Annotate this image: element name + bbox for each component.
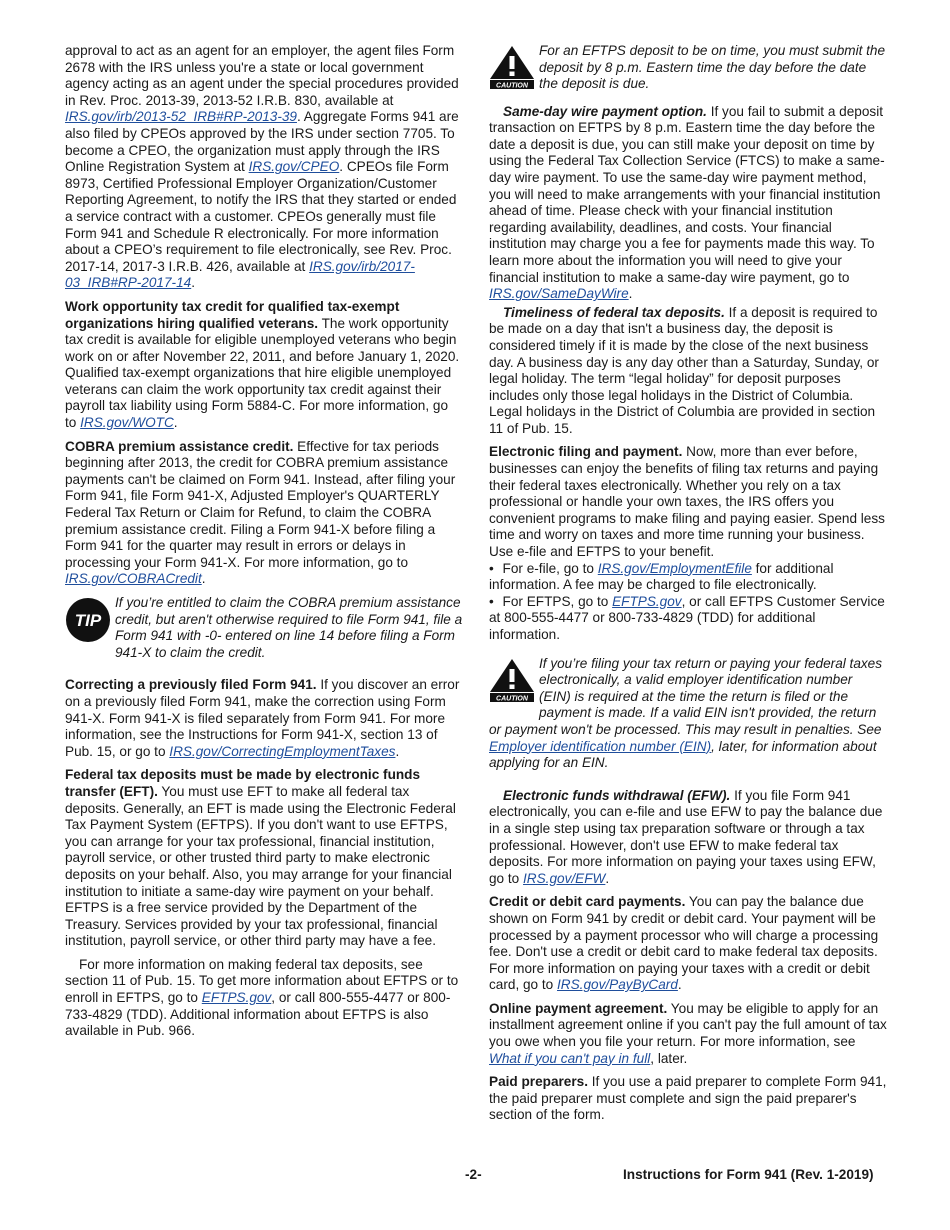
heading-wotc: Work opportunity tax credit for qualified tax-exempt organizations hiring qualified veterans. — [65, 298, 400, 331]
paragraph-cobra: COBRA premium assistance credit. Effective for tax periods beginning after 2013, the credit for COBRA premium assistance payments can't be claimed on Form 941. Instead, after filing your Form 941, file Form 941-X, Adjusted Employer's QUARTERLY Federal Tax Return or Claim for Refund, to claim the COBRA premium assistance credit. Filing a Form 941-X before filing a Form 941 for the quarter may result in errors or delays in processing your Form 941-X. For more information, go to IRS.gov/COBRACredit. — [65, 438, 456, 587]
link-ein[interactable]: Employer identification number (EIN) — [489, 738, 712, 754]
paragraph-agent-approval: approval to act as an agent for an employer, the agent files Form 2678 with the IRS unless you're a state or local government agency acting as an agent under the special procedures provided in Rev. Proc. 2013-39, 2013-52 I.R.B. 830, available at IRS.gov/irb/2013-52_IRB#RP-2013-39. Aggregate Forms 941 are also filed by CPEOs approved by the IRS under section 7705. To become a CPEO, the organization must apply through the IRS Online Registration System at IRS.gov/CPEO. CPEOs file Form 8973, Certified Professional Employer Organization/Customer Reporting Agreement, to notify the IRS that they started or ended a service contract with a customer. CPEOs generally must file Form 941 and Schedule R electronically. For more information about a CPEO’s requirement to file electronically, see Rev. Proc. 2017-14, 2017-3 I.R.B. 426, available at IRS.gov/irb/2017-03_IRB#RP-2017-14. — [65, 43, 459, 291]
link-irb-2013-52[interactable]: IRS.gov/irb/2013-52_IRB#RP-2013-39 — [65, 109, 297, 125]
link-irs-cpeo[interactable]: IRS.gov/CPEO — [248, 159, 340, 175]
right-column — [489, 43, 887, 1131]
heading-same-day-wire: Same-day wire payment option. — [503, 103, 707, 119]
bullet-eftps: • For EFTPS, go to EFTPS.gov, or call EFTPS Customer Service at 800-555-4477 or 800-733-4829 (TDD) for additional information. — [489, 594, 887, 644]
link-irb-2017-03[interactable]: IRS.gov/irb/2017-03_IRB#RP-2017-14 — [65, 258, 415, 291]
heading-paid-preparers: Paid preparers. — [489, 1074, 588, 1090]
link-eftps-gov[interactable]: EFTPS.gov — [612, 593, 682, 609]
svg-text:TIP: TIP — [74, 611, 102, 630]
left-column — [65, 43, 463, 1047]
paragraph-card-payments: Credit or debit card payments. You can pay the balance due shown on Form 941 by credit or debit card. Your payment will be processed by a payment processor who will charge a processing fee. Don't use a credit or debit card to make federal tax deposits. For more information on paying your taxes with a credit or debit card, go to IRS.gov/PayByCard. — [489, 894, 879, 993]
svg-text:CAUTION: CAUTION — [496, 82, 528, 89]
paragraph-efw: Electronic funds withdrawal (EFW). If you file Form 941 electronically, you can e-file and use EFW to pay the balance due in a single step using tax preparation software or through a tax professional. However, don't use EFW to make federal tax deposits. For more information on paying your taxes using EFW, go to IRS.gov/EFW. — [489, 787, 883, 886]
heading-online-payment: Online payment agreement. — [489, 1000, 668, 1016]
paragraph-timeliness: Timeliness of federal tax deposits. If a deposit is required to be made on a day that isn't a business day, the deposit is considered timely if it is made by the close of the next business day. A business day is any day other than a Saturday, Sunday, or legal holiday. The term “legal holiday” for deposit purposes includes only those legal holidays in the District of Columbia. Legal holidays in the District of Columbia are provided in section 11 of Pub. 15. — [489, 304, 879, 436]
heading-card-payments: Credit or debit card payments. — [489, 894, 686, 910]
tip-note: TIP If you’re entitled to claim the COBRA premium assistance credit, but aren't otherwise required to file Form 941, file a Form 941 with -0- entered on line 14 before filing a Form 941-X to claim the credit. — [65, 595, 463, 661]
footer-title: Instructions for Form 941 (Rev. 1-2019) — [623, 1167, 874, 1182]
link-eftps[interactable]: EFTPS.gov — [201, 990, 272, 1006]
caution-note-eftps-deadline: CAUTION For an EFTPS deposit to be on time, you must submit the deposit by 8 p.m. Eastern time the day before the date the deposit is due. — [489, 43, 887, 94]
bullet-efile: • For e-file, go to IRS.gov/EmploymentEfile for additional information. A fee may be charged to file electronically. — [489, 561, 887, 594]
heading-efw: Electronic funds withdrawal (EFW). — [503, 787, 731, 803]
paragraph-paid-preparers: Paid preparers. If you use a paid preparer to complete Form 941, the paid preparer must complete and sign the paid preparer's section of the form. — [489, 1074, 887, 1123]
heading-efile: Electronic filing and payment. — [489, 444, 683, 460]
link-irs-wotc[interactable]: IRS.gov/WOTC — [80, 415, 174, 431]
heading-eft: Federal tax deposits must be made by electronic funds transfer (EFT). — [65, 767, 421, 799]
link-irs-efw[interactable]: IRS.gov/EFW — [523, 870, 606, 886]
caution-icon — [489, 45, 535, 94]
link-cant-pay-in-full[interactable]: What if you can't pay in full — [489, 1050, 651, 1066]
svg-text:CAUTION: CAUTION — [496, 695, 528, 702]
heading-correcting: Correcting a previously filed Form 941. — [65, 677, 317, 693]
paragraph-eft: Federal tax deposits must be made by electronic funds transfer (EFT). You must use EFT to make all federal tax deposits. Generally, an EFT is made using the Electronic Federal Tax Payment System (EFTPS). If you don't want to use EFTPS, you can arrange for your tax professional, financial institution, payroll service, or other trusted third party to make electronic deposits on your behalf. Also, you may arrange for your financial institution to initiate a same-day wire payment on your behalf. EFTPS is a free service provided by the Department of the Treasury. Services provided by your tax professional, financial institution, payroll service, or other third party may have a fee. — [65, 767, 456, 949]
link-irs-same-day-wire[interactable]: IRS.gov/SameDayWire — [489, 286, 629, 302]
link-irs-correcting[interactable]: IRS.gov/CorrectingEmploymentTaxes — [169, 743, 396, 759]
link-irs-pay-by-card[interactable]: IRS.gov/PayByCard — [557, 977, 678, 993]
link-irs-employment-efile[interactable]: IRS.gov/EmploymentEfile — [597, 560, 752, 576]
tip-icon — [65, 597, 111, 648]
paragraph-efile: Electronic filing and payment. Now, more than ever before, businesses can enjoy the benefits of filing tax returns and paying their federal taxes electronically. Whether you rely on a tax professional or handle your own taxes, the IRS offers you convenient programs to make filing and paying easier. Spend less time and worry on taxes and more time running your business. Use e-file and EFTPS to your benefit. — [489, 444, 885, 560]
heading-cobra: COBRA premium assistance credit. — [65, 438, 294, 454]
caution-icon — [489, 658, 535, 707]
paragraph-more-info-eftps: For more information on making federal tax deposits, see section 11 of Pub. 15. To get more information about EFTPS or to enroll in EFTPS, go to EFTPS.gov, or call 800-555-4477 or 800-733-4829 (TDD). Additional information about EFTPS is also available in Pub. 966. — [65, 956, 459, 1039]
paragraph-online-payment: Online payment agreement. You may be eligible to apply for an installment agreement online if you can't pay the full amount of tax you owe when you file your return. For more information, see What if you can't pay in full, later. — [489, 1000, 887, 1066]
page-number: -2- — [465, 1167, 482, 1182]
heading-timeliness: Timeliness of federal tax deposits. — [503, 304, 725, 320]
paragraph-wotc: Work opportunity tax credit for qualified tax-exempt organizations hiring qualified veterans. The work opportunity tax credit is available for eligible unemployed veterans who begin work on or after November 22, 2011, and before January 1, 2020. Qualified tax-exempt organizations that hire eligible unemployed veterans can claim the work opportunity tax credit against their payroll tax liability using Form 5884-C. For more information, go to IRS.gov/WOTC. — [65, 298, 460, 431]
link-irs-cobra-credit[interactable]: IRS.gov/COBRACredit — [65, 571, 202, 587]
paragraph-correcting: Correcting a previously filed Form 941. If you discover an error on a previously filed Form 941, make the correction using Form 941-X. Form 941-X is filed separately from Form 941. For more information, see the Instructions for Form 941-X, section 13 of Pub. 15, or go to IRS.gov/CorrectingEmploymentTaxes. — [65, 677, 460, 759]
caution-note-ein: CAUTION If you’re filing your tax return or paying your federal taxes electronically, a valid employer identification number (EIN) is required at the time the return is filed or the payment is made. If a valid EIN isn't provided, the return or payment won't be processed. This may result in penalties. See Employer identification number (EIN), later, for information about applying for an EIN. — [489, 655, 883, 771]
paragraph-same-day-wire: Same-day wire payment option. If you fail to submit a deposit transaction on EFTPS by 8 p.m. Eastern time the day before the date a deposit is due, you can still make your deposit on time by using the Federal Tax Collection Service (FTCS) to make a same-day wire payment. To use the same-day wire payment method, you will need to make arrangements with your financial institution ahead of time. Please check with your financial institution regarding availability, deadlines, and costs. Your financial institution may charge you a fee for payments made this way. To learn more about the information you will need to give your financial institution to make a same-day wire payment, go to IRS.gov/SameDayWire. — [489, 103, 885, 302]
